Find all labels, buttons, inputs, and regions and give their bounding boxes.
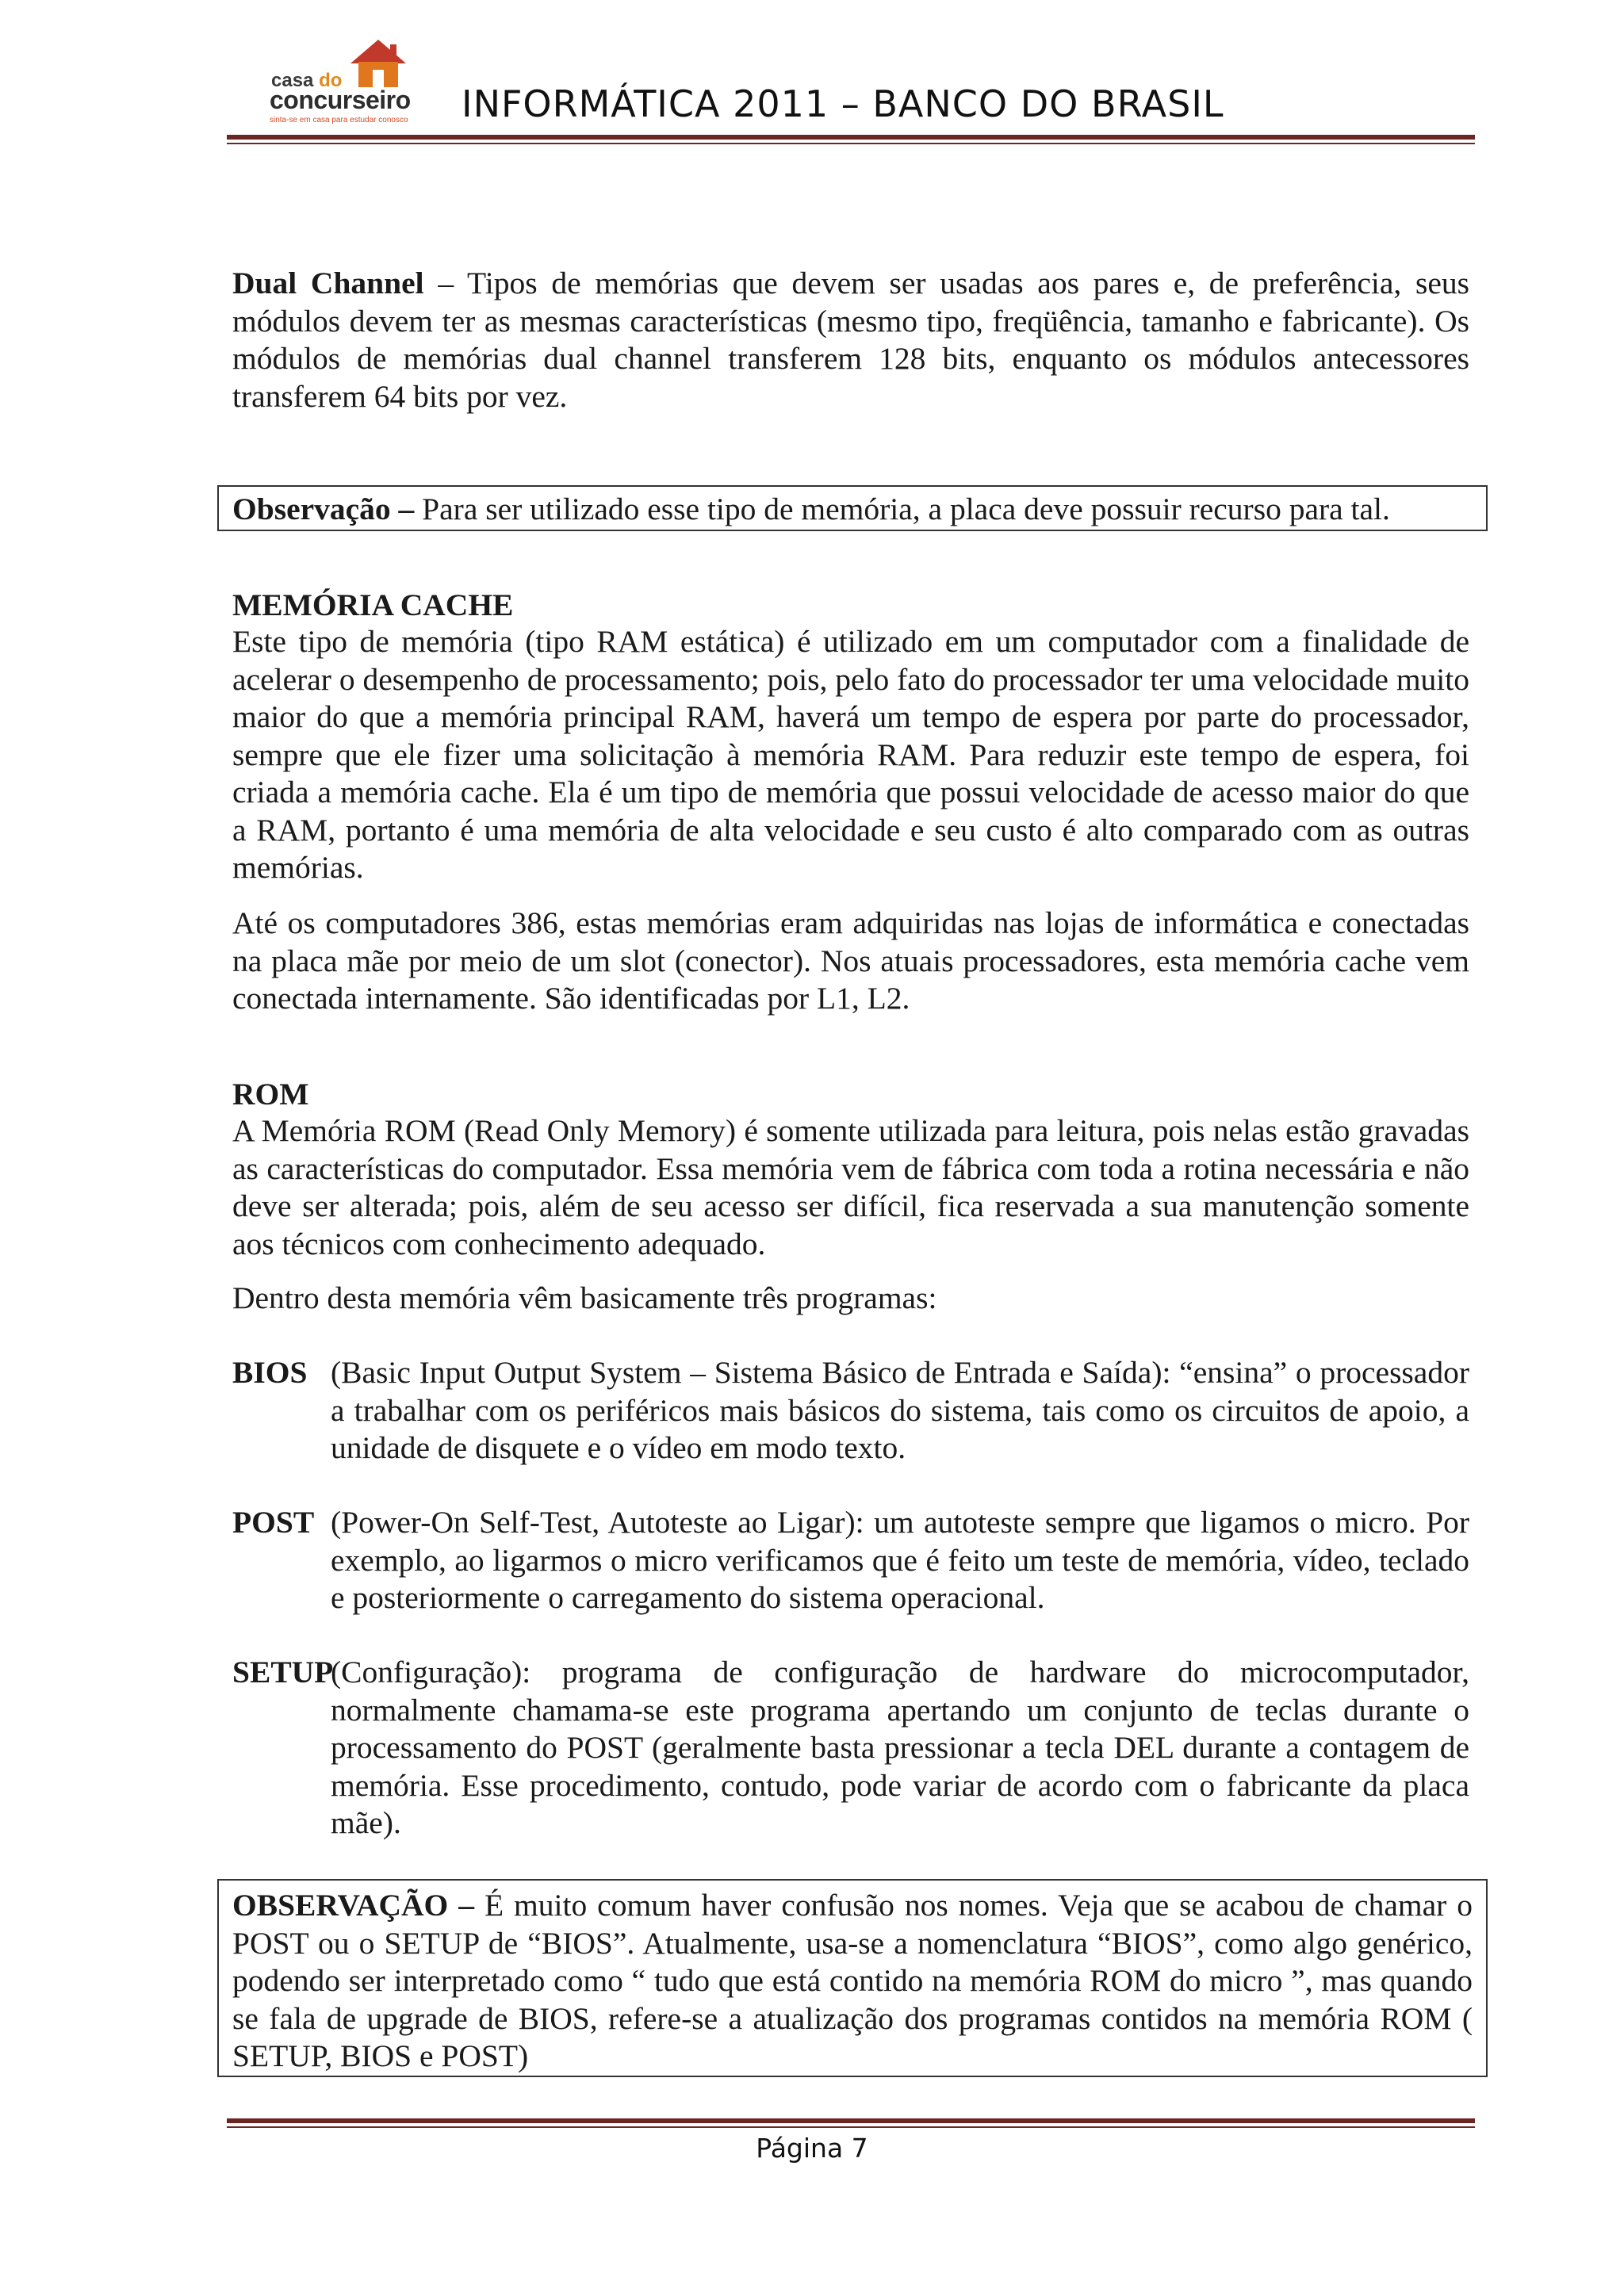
program-term-bios: BIOS xyxy=(232,1355,308,1390)
cache-heading: MEMÓRIA CACHE xyxy=(232,587,514,622)
observation-2-body: É muito comum haver confusão nos nomes. Veja que se acabou de chamar o POST ou o SETUP de “BIOS”. Atualmente, usa-se a nomenclatura “BIOS”, como algo genérico, podendo ser interpretado como “ tudo que está contido na memória ROM do micro ”, mas quando se fala de upgrade de BIOS, refere-se a atualização dos programas contidos na memória ROM ( SETUP, BIOS e POST) xyxy=(232,1888,1473,2073)
header-rule-thick xyxy=(227,135,1475,140)
rom-heading: ROM xyxy=(232,1077,309,1112)
logo-text-casa: casa do xyxy=(271,70,343,91)
page-number: Página 7 xyxy=(756,2133,868,2164)
logo-text-concurseiro: concurseiro xyxy=(270,86,411,114)
footer-rule-thick xyxy=(227,2118,1475,2123)
observation-box-1 xyxy=(217,485,1488,531)
program-desc-setup: (Configuração): programa de configuração de hardware do microcomputador, normalmente chamama-se este programa apertando um conjunto de teclas durante o processamento do POST (geralmente basta pressionar a tecla DEL durante a contagem de memória. Esse procedimento, contudo, pode variar de acordo com o fabricante da placa mãe). xyxy=(331,1655,1469,1840)
dual-channel-paragraph xyxy=(232,265,1469,415)
program-desc-post: (Power-On Self-Test, Autoteste ao Ligar): um autoteste sempre que ligamos o micro. Por exemplo, ao ligarmos o micro verificamos que é feito um teste de memória, vídeo, teclado e posteriormente o carregamento do sistema operacional. xyxy=(331,1505,1469,1615)
program-bios xyxy=(232,1354,1469,1468)
observation-2-text xyxy=(232,1887,1473,2076)
program-post xyxy=(232,1504,1469,1617)
rom-paragraph-1: A Memória ROM (Read Only Memory) é somente utilizada para leitura, pois nelas estão gravadas as características do computador. Essa memória vem de fábrica com toda a rotina necessária e não deve ser alterada; pois, além de seu acesso ser difícil, fica reservada a sua manutenção somente aos técnicos com conhecimento adequado. xyxy=(232,1113,1469,1261)
observation-box-2 xyxy=(217,1879,1488,2077)
observation-2-label: OBSERVAÇÃO – xyxy=(232,1888,474,1923)
dual-channel-term: Dual Channel xyxy=(232,266,424,300)
rom-paragraph-2: Dentro desta memória vêm basicamente três programas: xyxy=(232,1280,937,1315)
page-header-title: INFORMÁTICA 2011 – BANCO DO BRASIL xyxy=(462,82,1224,125)
observation-1-text xyxy=(232,492,1473,526)
observation-1-label: Observação – xyxy=(232,492,415,526)
program-setup xyxy=(232,1654,1469,1843)
logo-text-do: do xyxy=(319,70,343,91)
cache-paragraph-2: Até os computadores 386, estas memórias eram adquiridas nas lojas de informática e conectadas na placa mãe por meio de um slot (conector). Nos atuais processadores, esta memória cache vem conectada internamente. São identificadas por L1, L2. xyxy=(232,905,1469,1016)
program-term-post: POST xyxy=(232,1505,315,1540)
observation-1-body: Para ser utilizado esse tipo de memória, a placa deve possuir recurso para tal. xyxy=(414,492,1390,526)
logo xyxy=(268,36,411,124)
logo-slogan: sinta-se em casa para estudar conosco xyxy=(270,116,408,124)
dual-channel-text: – Tipos de memórias que devem ser usadas aos pares e, de preferência, seus módulos devem ter as mesmas características (mesmo tipo, freqüência, tamanho e fabricante). Os módulos de memórias dual channel transferem 128 bits, enquanto os módulos antecessores transferem 64 bits por vez. xyxy=(232,266,1469,414)
program-desc-bios: (Basic Input Output System – Sistema Básico de Entrada e Saída): “ensina” o processador a trabalhar com os periféricos mais básicos do sistema, tais como os circuitos de apoio, a unidade de disquete e o vídeo em modo texto. xyxy=(331,1355,1469,1465)
footer-rule-thin xyxy=(227,2126,1475,2128)
header-rule-thin xyxy=(227,143,1475,144)
program-term-setup: SETUP xyxy=(232,1655,334,1689)
house-logo-icon xyxy=(346,36,411,89)
cache-paragraph-1: Este tipo de memória (tipo RAM estática) é utilizado em um computador com a finalidade de acelerar o desempenho de processamento; pois, pelo fato do processador ter uma velocidade muito maior do que a memória principal RAM, haverá um tempo de espera por parte do processador, sempre que ele fizer uma solicitação à memória RAM. Para reduzir este tempo de espera, foi criada a memória cache. Ela é um tipo de memória que possui velocidade de acesso maior do que a RAM, portanto é uma memória de alta velocidade e seu custo é alto comparado com as outras memórias. xyxy=(232,624,1469,885)
